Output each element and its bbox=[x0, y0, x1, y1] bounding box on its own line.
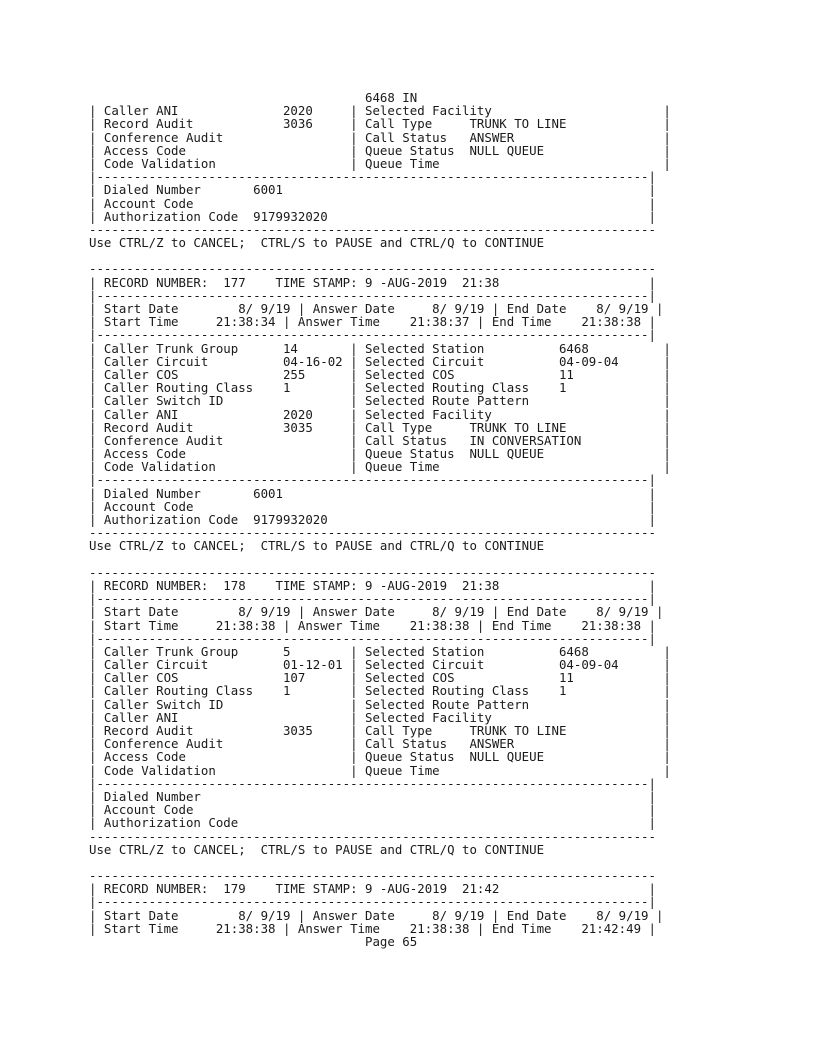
report-line: | Dialed Number | bbox=[89, 788, 656, 804]
report-line: | Code Validation | Queue Time | bbox=[89, 459, 671, 475]
report-line: | Authorization Code 9179932020 | bbox=[89, 512, 656, 527]
report-line: | Access Code | Queue Status NULL QUEUE | bbox=[89, 749, 671, 765]
page-number: Page 65 bbox=[89, 934, 418, 949]
control-hint-line: Use CTRL/Z to CANCEL; CTRL/S to PAUSE and CTRL/Q to CONTINUE bbox=[89, 235, 545, 251]
report-line: | Conference Audit | Call Status ANSWER | bbox=[89, 129, 671, 145]
report-line: | Start Time 21:38:34 | Answer Time 21:38:37 | End Time 21:38:38 | bbox=[89, 314, 656, 330]
report-line: |--------------------------------------------------------------------------| bbox=[89, 630, 656, 646]
report-line: | Conference Audit | Call Status ANSWER | bbox=[89, 736, 671, 752]
report-line: 6468 IN bbox=[89, 90, 418, 105]
report-line: | Caller COS 255 | Selected COS 11 | bbox=[89, 366, 671, 382]
report-line: ---------------------------------------------------------------------------- bbox=[89, 261, 656, 277]
report-line: | Account Code | bbox=[89, 498, 656, 514]
report-line: | Account Code | bbox=[89, 195, 656, 211]
report-line: | Authorization Code | bbox=[89, 815, 656, 831]
blank-line bbox=[89, 553, 699, 566]
report-line: |--------------------------------------------------------------------------| bbox=[89, 591, 656, 607]
report-line: |--------------------------------------------------------------------------| bbox=[89, 894, 656, 910]
report-line: | Record Audit 3036 | Call Type TRUNK TO LINE | bbox=[89, 116, 671, 132]
report-line: | Caller Trunk Group 5 | Selected Station 6468 | bbox=[89, 643, 671, 659]
report-line: ---------------------------------------------------------------------------- bbox=[89, 525, 656, 541]
record-header-line: | RECORD NUMBER: 178 TIME STAMP: 9 -AUG-2019 21:38 | bbox=[89, 577, 656, 593]
report-line: | Caller Switch ID | Selected Route Pattern | bbox=[89, 393, 671, 409]
report-line: ---------------------------------------------------------------------------- bbox=[89, 828, 656, 844]
report-line: | Record Audit 3035 | Call Type TRUNK TO LINE | bbox=[89, 723, 671, 738]
report-line: | Start Date 8/ 9/19 | Answer Date 8/ 9/19 | End Date 8/ 9/19 | bbox=[89, 907, 664, 923]
report-line: ---------------------------------------------------------------------------- bbox=[89, 221, 656, 237]
report-line: | Code Validation | Queue Time | bbox=[89, 155, 671, 171]
report-line: ---------------------------------------------------------------------------- bbox=[89, 868, 656, 884]
report-line: ---------------------------------------------------------------------------- bbox=[89, 564, 656, 580]
control-hint-line: Use CTRL/Z to CANCEL; CTRL/S to PAUSE and CTRL/Q to CONTINUE bbox=[89, 841, 545, 857]
report-line: | Start Date 8/ 9/19 | Answer Date 8/ 9/19 | End Date 8/ 9/19 | bbox=[89, 301, 664, 316]
record-header-line: | RECORD NUMBER: 179 TIME STAMP: 9 -AUG-2019 21:42 | bbox=[89, 881, 656, 897]
report-line: | Start Date 8/ 9/19 | Answer Date 8/ 9/19 | End Date 8/ 9/19 | bbox=[89, 604, 664, 620]
report-line: | Dialed Number 6001 | bbox=[89, 182, 656, 198]
report-line: | Caller Routing Class 1 | Selected Routing Class 1 | bbox=[89, 683, 671, 699]
report-line: | Authorization Code 9179932020 | bbox=[89, 208, 656, 224]
report-line: | Caller ANI 2020 | Selected Facility | bbox=[89, 103, 671, 119]
report-line: |--------------------------------------------------------------------------| bbox=[89, 775, 656, 791]
report-line: | Access Code | Queue Status NULL QUEUE | bbox=[89, 446, 671, 462]
report-line: | Access Code | Queue Status NULL QUEUE | bbox=[89, 142, 671, 158]
report-line: |--------------------------------------------------------------------------| bbox=[89, 169, 656, 185]
report-line: | Conference Audit | Call Status IN CONVERSATION | bbox=[89, 432, 671, 448]
report-line: | Caller Trunk Group 14 | Selected Station 6468 | bbox=[89, 340, 671, 356]
report-line: | Caller Circuit 04-16-02 | Selected Circuit 04-09-04 | bbox=[89, 353, 671, 369]
record-header-line: | RECORD NUMBER: 177 TIME STAMP: 9 -AUG-2019 21:38 | bbox=[89, 274, 656, 290]
report-line: |--------------------------------------------------------------------------| bbox=[89, 472, 656, 488]
call-detail-report bbox=[89, 91, 699, 948]
report-line: | Account Code | bbox=[89, 802, 656, 818]
report-line: | Start Time 21:38:38 | Answer Time 21:38:38 | End Time 21:38:38 | bbox=[89, 617, 656, 633]
report-line: |--------------------------------------------------------------------------| bbox=[89, 287, 656, 303]
report-line: | Caller Circuit 01-12-01 | Selected Circuit 04-09-04 | bbox=[89, 657, 671, 673]
report-line: | Start Time 21:38:38 | Answer Time 21:38:38 | End Time 21:42:49 | bbox=[89, 920, 656, 936]
report-line: | Caller ANI | Selected Facility | bbox=[89, 709, 671, 725]
report-line: |--------------------------------------------------------------------------| bbox=[89, 327, 656, 343]
report-line: | Dialed Number 6001 | bbox=[89, 485, 656, 501]
report-line: | Record Audit 3035 | Call Type TRUNK TO LINE | bbox=[89, 419, 671, 435]
report-line: | Caller Switch ID | Selected Route Pattern | bbox=[89, 696, 671, 712]
report-line: | Caller COS 107 | Selected COS 11 | bbox=[89, 670, 671, 686]
report-line: | Code Validation | Queue Time | bbox=[89, 762, 671, 778]
report-line: | Caller ANI 2020 | Selected Facility | bbox=[89, 406, 671, 422]
report-line: | Caller Routing Class 1 | Selected Routing Class 1 | bbox=[89, 380, 671, 396]
control-hint-line: Use CTRL/Z to CANCEL; CTRL/S to PAUSE and CTRL/Q to CONTINUE bbox=[89, 538, 545, 554]
